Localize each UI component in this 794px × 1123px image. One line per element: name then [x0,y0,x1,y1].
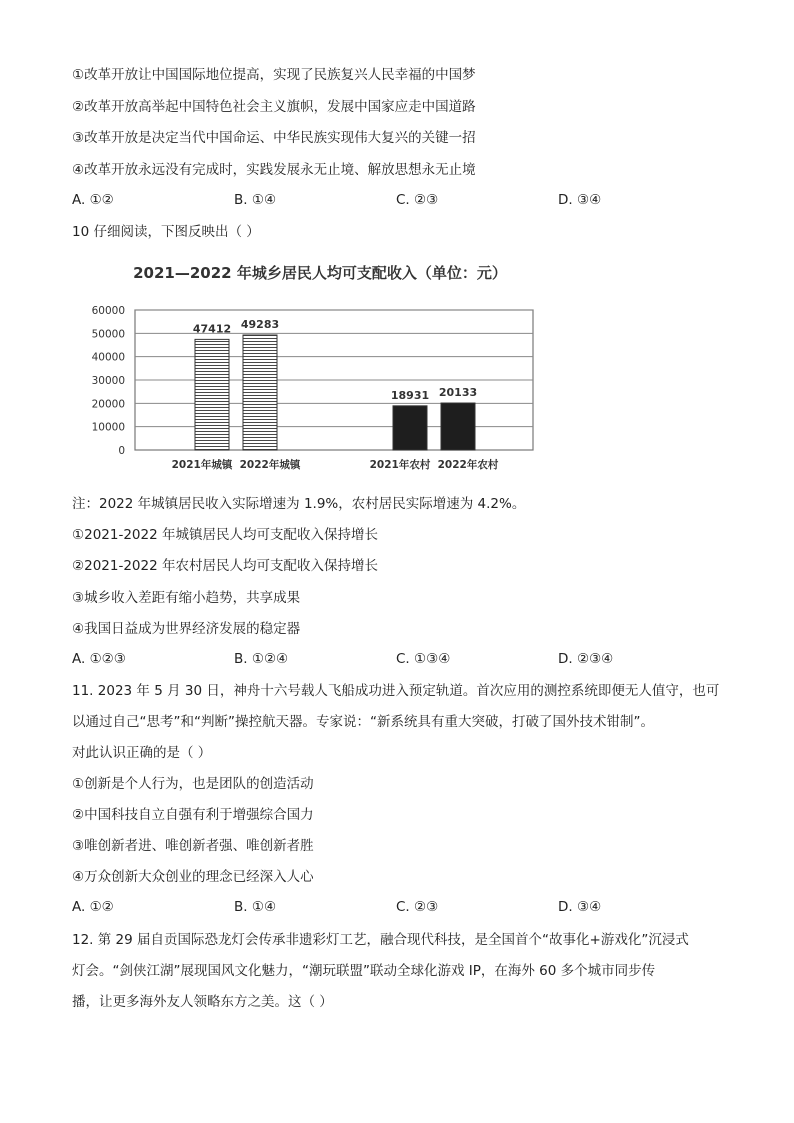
bar-1 [195,339,229,450]
q10-item-2: ②2021-2022 年农村居民人均可支配收入保持增长 [72,558,378,574]
q11-item-1: ①创新是个人行为，也是团队的创造活动 [72,776,314,792]
q10-option-a[interactable]: A. ①②③ [72,651,126,667]
q9-item-3: ③改革开放是决定当代中国命运、中华民族实现伟大复兴的关键一招 [72,130,476,146]
q9-option-c[interactable]: C. ②③ [396,192,439,208]
q11-option-a[interactable]: A. ①② [72,899,114,915]
data-label: 47412 [192,322,232,336]
x-category-label: 2022年农村 [437,459,499,471]
q10-item-4: ④我国日益成为世界经济发展的稳定器 [72,621,301,637]
q11-option-b[interactable]: B. ①④ [234,899,277,915]
bar-2 [243,335,277,450]
q10-option-c[interactable]: C. ①③④ [396,651,451,667]
data-label: 49283 [240,318,280,332]
chart-note: 注：2022 年城镇居民收入实际增速为 1.9%，农村居民实际增速为 4.2%。 [72,496,526,512]
data-label: 18931 [390,388,430,402]
y-tick-label: 50000 [91,328,125,341]
x-category-label: 2022年城镇 [239,459,301,471]
q10-stem: 10 仔细阅读，下图反映出（ ） [72,224,260,240]
bar-4 [441,403,475,450]
y-tick-label: 0 [118,445,125,457]
q11-item-2: ②中国科技自立自强有利于增强综合国力 [72,807,314,823]
q11-option-d[interactable]: D. ③④ [558,899,602,915]
y-tick-label: 20000 [91,398,125,411]
income-bar-chart [85,256,550,476]
chart-title: 2021—2022 年城乡居民人均可支配收入（单位：元） [133,264,507,282]
q9-item-1: ①改革开放让中国国际地位提高，实现了民族复兴人民幸福的中国梦 [72,67,476,83]
q11-stem-line-2: 以通过自己“思考”和“判断”操控航天器。专家说：“新系统具有重大突破，打破了国外技术钳制”。 [72,714,654,730]
q9-option-a[interactable]: A. ①② [72,192,114,208]
q9-option-b[interactable]: B. ①④ [234,192,277,208]
q12-stem-line-1: 12. 第 29 届自贡国际恐龙灯会传承非遗彩灯工艺，融合现代科技，是全国首个“故事化+游戏化”沉浸式 [72,932,689,948]
q9-options [72,192,722,210]
q11-stem-line-3: 对此认识正确的是（ ） [72,745,212,761]
q11-options [72,899,722,917]
q10-option-d[interactable]: D. ②③④ [558,651,614,667]
q10-option-b[interactable]: B. ①②④ [234,651,289,667]
q11-stem-line-1: 11. 2023 年 5 月 30 日，神舟十六号载人飞船成功进入预定轨道。首次应用的测控系统即便无人值守，也可 [72,683,720,699]
bar-3 [393,406,427,450]
q12-stem-line-3: 播，让更多海外友人领略东方之美。这（ ） [72,994,333,1010]
x-category-label: 2021年农村 [369,459,431,471]
q11-option-c[interactable]: C. ②③ [396,899,439,915]
y-tick-label: 60000 [91,305,125,317]
q10-item-3: ③城乡收入差距有缩小趋势，共享成果 [72,590,301,606]
q9-item-4: ④改革开放永远没有完成时，实践发展永无止境、解放思想永无止境 [72,162,476,178]
y-tick-label: 10000 [91,421,125,434]
q11-item-4: ④万众创新大众创业的理念已经深入人心 [72,869,314,885]
q9-item-2: ②改革开放高举起中国特色社会主义旗帜，发展中国家应走中国道路 [72,99,476,115]
q10-item-1: ①2021-2022 年城镇居民人均可支配收入保持增长 [72,527,378,543]
q9-option-d[interactable]: D. ③④ [558,192,602,208]
q10-options [72,651,722,669]
y-tick-label: 40000 [91,351,125,364]
y-tick-label: 30000 [91,375,125,387]
data-label: 20133 [438,386,478,400]
x-category-label: 2021年城镇 [171,459,233,471]
q11-item-3: ③唯创新者进、唯创新者强、唯创新者胜 [72,838,314,854]
q12-stem-line-2: 灯会。“剑侠江湖”展现国风文化魅力，“潮玩联盟”联动全球化游戏 IP，在海外 60 多个城市同步传 [72,963,656,979]
